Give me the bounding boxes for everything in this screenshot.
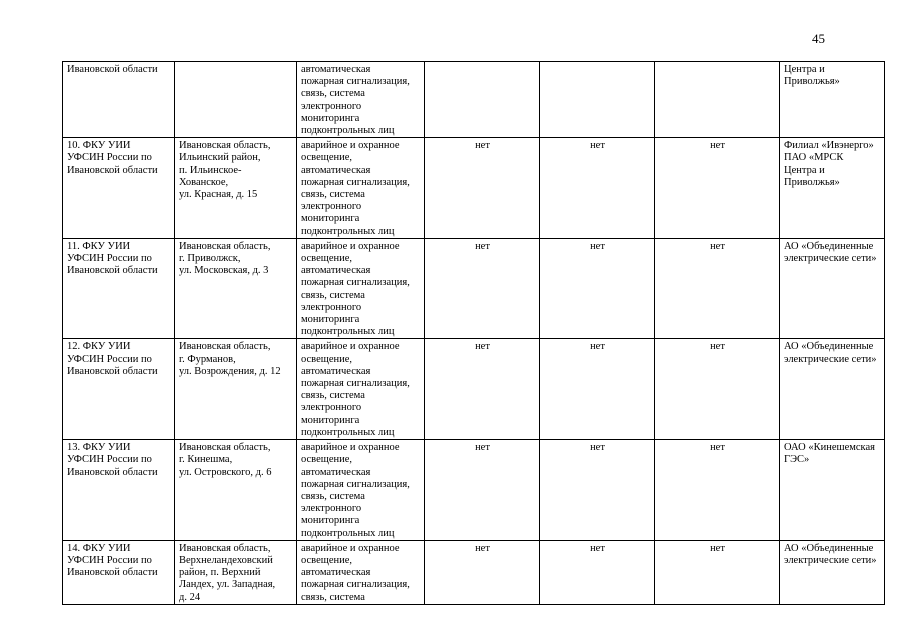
cell-col4: нет bbox=[425, 238, 540, 339]
cell-col4 bbox=[425, 62, 540, 138]
cell-col4: нет bbox=[425, 339, 540, 440]
cell-organization: 10. ФКУ УИИ УФСИН России по Ивановской области bbox=[63, 138, 175, 239]
cell-supplier: АО «Объединенные электрические сети» bbox=[780, 339, 885, 440]
table-row bbox=[63, 138, 885, 239]
cell-address: Ивановская область, г. Фурманов, ул. Возрождения, д. 12 bbox=[175, 339, 297, 440]
cell-col4: нет bbox=[425, 138, 540, 239]
cell-col4: нет bbox=[425, 540, 540, 604]
cell-address bbox=[175, 62, 297, 138]
cell-col6 bbox=[655, 62, 780, 138]
cell-address: Ивановская область, Ильинский район, п. Ильинское- Хованское, ул. Красная, д. 15 bbox=[175, 138, 297, 239]
cell-supplier: Филиал «Ивэнерго» ПАО «МРСК Центра и Приволжья» bbox=[780, 138, 885, 239]
table-row bbox=[63, 440, 885, 541]
cell-col6: нет bbox=[655, 238, 780, 339]
cell-systems: аварийное и охранное освещение, автоматическая пожарная сигнализация, связь, система электронного мониторинга подконтрольных лиц bbox=[297, 138, 425, 239]
facilities-table bbox=[62, 61, 885, 605]
cell-systems: аварийное и охранное освещение, автоматическая пожарная сигнализация, связь, система электронного мониторинга подконтрольных лиц bbox=[297, 238, 425, 339]
cell-organization: 12. ФКУ УИИ УФСИН России по Ивановской области bbox=[63, 339, 175, 440]
cell-systems: аварийное и охранное освещение, автоматическая пожарная сигнализация, связь, система bbox=[297, 540, 425, 604]
cell-col5: нет bbox=[540, 440, 655, 541]
cell-address: Ивановская область, Верхнеландеховский район, п. Верхний Ландех, ул. Западная, д. 24 bbox=[175, 540, 297, 604]
cell-col6: нет bbox=[655, 540, 780, 604]
cell-address: Ивановская область, г. Приволжск, ул. Московская, д. 3 bbox=[175, 238, 297, 339]
page-number: 45 bbox=[812, 31, 825, 46]
cell-col5: нет bbox=[540, 238, 655, 339]
table-row bbox=[63, 62, 885, 138]
cell-col5: нет bbox=[540, 138, 655, 239]
cell-col5 bbox=[540, 62, 655, 138]
cell-col6: нет bbox=[655, 440, 780, 541]
cell-supplier: АО «Объединенные электрические сети» bbox=[780, 540, 885, 604]
cell-supplier: ОАО «Кинешемская ГЭС» bbox=[780, 440, 885, 541]
cell-col6: нет bbox=[655, 138, 780, 239]
cell-systems: аварийное и охранное освещение, автоматическая пожарная сигнализация, связь, система электронного мониторинга подконтрольных лиц bbox=[297, 440, 425, 541]
cell-systems: аварийное и охранное освещение, автоматическая пожарная сигнализация, связь, система электронного мониторинга подконтрольных лиц bbox=[297, 339, 425, 440]
cell-organization: 13. ФКУ УИИ УФСИН России по Ивановской области bbox=[63, 440, 175, 541]
cell-col6: нет bbox=[655, 339, 780, 440]
cell-supplier: Центра и Приволжья» bbox=[780, 62, 885, 138]
cell-col4: нет bbox=[425, 440, 540, 541]
cell-organization: Ивановской области bbox=[63, 62, 175, 138]
cell-address: Ивановская область, г. Кинешма, ул. Островского, д. 6 bbox=[175, 440, 297, 541]
table-row bbox=[63, 339, 885, 440]
cell-organization: 11. ФКУ УИИ УФСИН России по Ивановской области bbox=[63, 238, 175, 339]
cell-col5: нет bbox=[540, 339, 655, 440]
cell-organization: 14. ФКУ УИИ УФСИН России по Ивановской области bbox=[63, 540, 175, 604]
cell-col5: нет bbox=[540, 540, 655, 604]
cell-supplier: АО «Объединенные электрические сети» bbox=[780, 238, 885, 339]
cell-systems: автоматическая пожарная сигнализация, связь, система электронного мониторинга подконтрольных лиц bbox=[297, 62, 425, 138]
table-row bbox=[63, 238, 885, 339]
table-row bbox=[63, 540, 885, 604]
